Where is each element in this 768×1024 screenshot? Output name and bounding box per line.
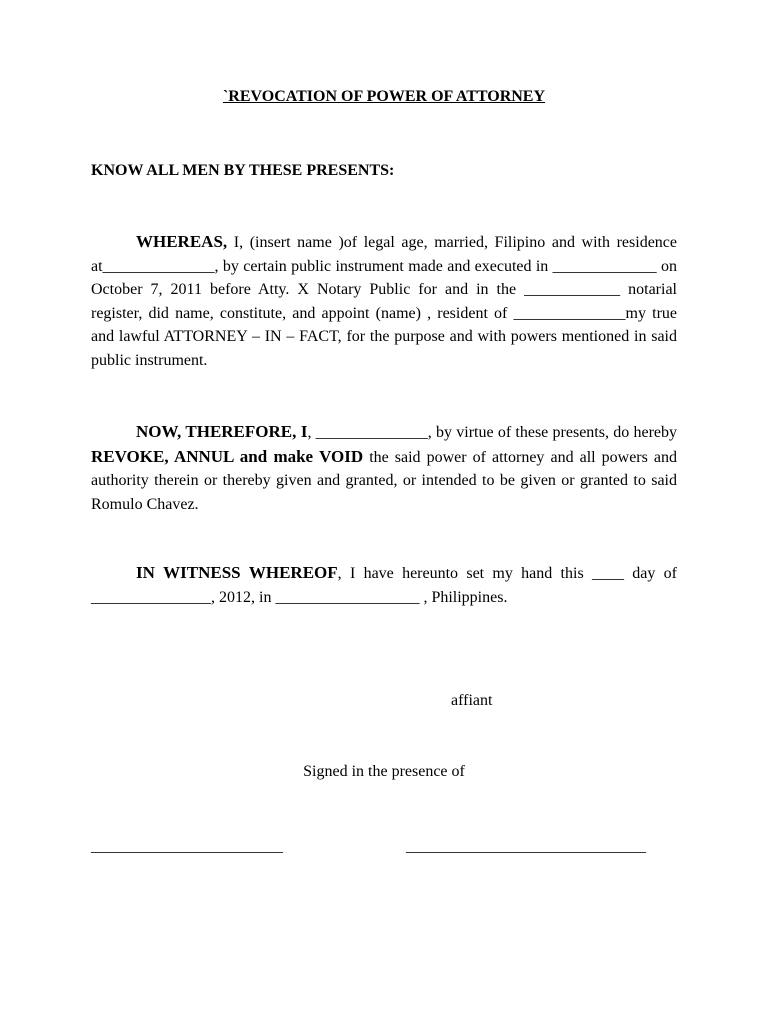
signature-line-right: ______________________________ (406, 838, 646, 855)
witness-body: , I have hereunto set my hand this ____ day of _______________, 2012, in __________________ , Philippines. (91, 565, 677, 606)
whereas-lead: WHEREAS, (136, 232, 228, 251)
whereas-paragraph (91, 230, 677, 372)
signature-line-left: ________________________ (91, 838, 283, 855)
witness-lead: IN WITNESS WHEREOF (136, 563, 338, 582)
revoke-emphasis: REVOKE, ANNUL and make VOID (91, 446, 364, 466)
whereas-body: I, (insert name )of legal age, married, Filipino and with residence at______________, by certain public instrument made and executed in _____________ on October 7, 2011 before Atty. X Notary Public for and in the ____________ notarial register, did name, constitute, and appoint (name) , resident of ______________my true and lawful ATTORNEY – IN – FACT, for the purpose and with powers mentioned in said public instrument. (91, 234, 677, 369)
document-title: `REVOCATION OF POWER OF ATTORNEY (222, 88, 546, 105)
now-therefore-paragraph (91, 420, 677, 516)
presence-label: Signed in the presence of (303, 763, 465, 780)
affiant-label: affiant (451, 692, 493, 709)
document-heading: KNOW ALL MEN BY THESE PRESENTS: (91, 162, 395, 179)
now-therefore-lead: NOW, THEREFORE, I (136, 422, 308, 441)
witness-paragraph (91, 561, 677, 609)
now-therefore-part2: the said power of attorney and all powers and authority therein or thereby given and granted, or intended to be given or granted to said Romulo Chavez. (91, 448, 677, 513)
now-therefore-part1: , ______________, by virtue of these presents, do hereby (307, 424, 677, 441)
